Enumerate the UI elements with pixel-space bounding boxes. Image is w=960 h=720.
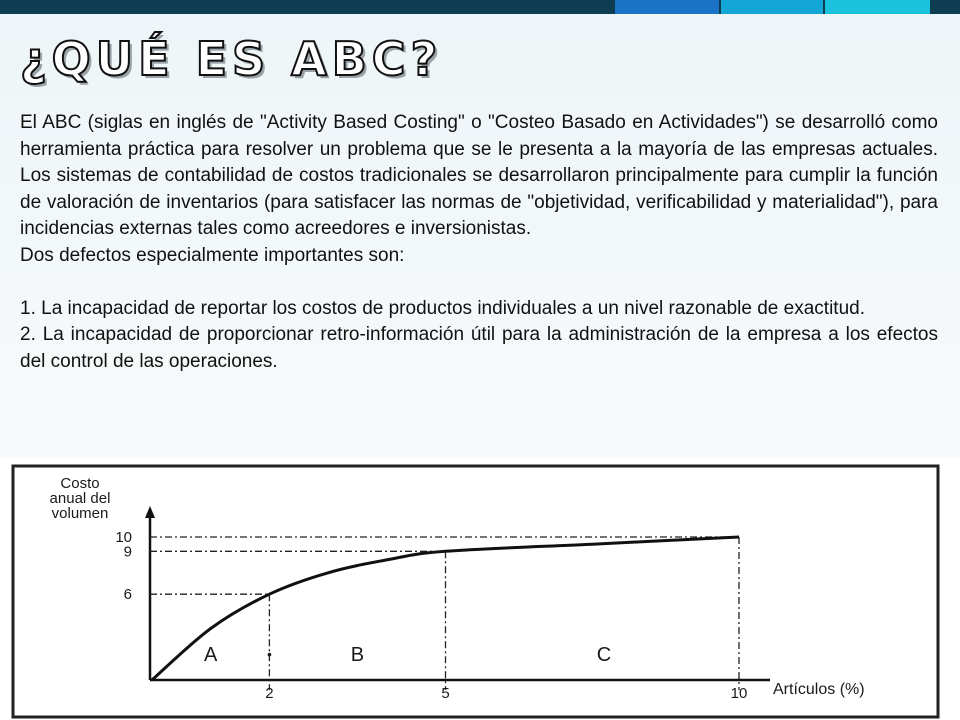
top-bar — [0, 0, 960, 14]
slide-panel — [0, 14, 960, 458]
slide-title: ¿QUÉ ES ABC? — [20, 32, 443, 86]
marker-glyph: • — [267, 646, 272, 662]
zone-label-c: C — [596, 644, 612, 666]
cost-volume-figure — [0, 458, 960, 720]
x-tick-label: 2 — [265, 685, 274, 702]
y-axis-title-line-1: Costo — [60, 475, 100, 492]
accent-segment-1 — [615, 0, 719, 14]
intro-paragraph: El ABC (siglas en inglés de "Activity Based Costing" o "Costeo Basado en Actividades") se desarrolló como herramienta práctica para resolver un problema que se le presenta a la mayoría de las empresas actuales. Los sistemas de contabilidad de costos tradicionales se desarrollaron principalmente para cumplir la función de valoración de inventarios (para satisfacer las normas de "objetividad, verificabilidad y materialidad"), para incidencias externas tales como acreedores e inversionistas. — [20, 112, 938, 239]
paragraph-spacer — [20, 269, 938, 296]
y-axis-title-line-2: anual del — [49, 490, 111, 507]
x-tick-label: 5 — [441, 685, 450, 702]
accent-segment-2 — [721, 0, 823, 14]
y-tick-label: 6 — [123, 586, 132, 604]
defect-item-2: 2. La incapacidad de proporcionar retro-información útil para la administración de la empresa a los efectos del control de las operaciones. — [20, 324, 938, 372]
accent-segment-3 — [825, 0, 930, 14]
cost-volume-chart — [0, 458, 960, 720]
y-axis-title-line-3: volumen — [51, 505, 109, 522]
zone-label-a: A — [204, 644, 218, 666]
zone-label-b: B — [350, 644, 365, 666]
defect-item-1: 1. La incapacidad de reportar los costos de productos individuales a un nivel razonable de exactitud. — [20, 297, 865, 319]
x-axis-title: Artículos (%) — [773, 681, 865, 698]
y-tick-label: 10 — [115, 529, 132, 546]
y-tick-label: 9 — [123, 543, 132, 561]
body-text — [20, 110, 938, 375]
defects-intro: Dos defectos especialmente importantes son: — [20, 244, 405, 266]
x-tick-label: 10 — [730, 685, 748, 702]
